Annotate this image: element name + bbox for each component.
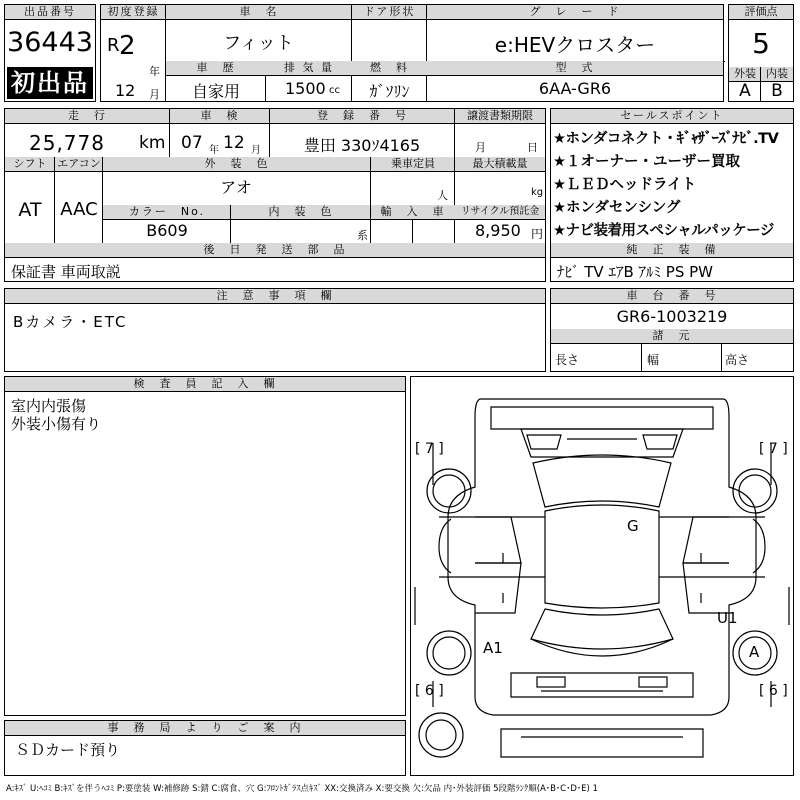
score-header: 評価点: [729, 5, 793, 20]
transfer-day-unit: 日: [527, 141, 538, 154]
shift: AT: [18, 199, 42, 221]
lot-number-box: [4, 4, 96, 102]
int-color-header: 内 装 色: [231, 205, 371, 220]
displacement: 1500: [285, 79, 326, 98]
door-header: ドア形状: [352, 5, 427, 20]
car-name: フィット: [223, 33, 294, 54]
dims-header: 諸 元: [551, 329, 793, 344]
registration-box: [4, 108, 546, 282]
inspector-box: [4, 376, 406, 716]
model-header: 型 式: [427, 61, 723, 76]
later-parts: 保証書 車両取説: [11, 263, 121, 281]
era: R: [107, 35, 120, 56]
fuel: ｶﾞｿﾘﾝ: [369, 82, 410, 101]
grade: e:HEVクロスター: [494, 33, 656, 57]
history: 自家用: [191, 82, 240, 101]
first-reg-year: 2: [119, 31, 136, 61]
notes-box: [4, 288, 546, 372]
sales-point-5: ★ナビ装着用スペシャルパッケージ: [553, 223, 774, 239]
sales-point-2: ★１オーナー・ユーザー買取: [553, 154, 740, 170]
later-parts-header: 後 日 発 送 部 品: [5, 243, 545, 258]
width-label: 幅: [647, 353, 660, 367]
chassis-header: 車 台 番 号: [551, 289, 793, 304]
office-header: 事 務 局 よ り ご 案 内: [5, 721, 405, 736]
first-reg-month: 12: [115, 81, 136, 100]
year-unit: 年: [149, 65, 160, 78]
recycle-amount: 8,950: [475, 221, 521, 240]
damage-mark-right: U1: [717, 609, 738, 627]
office-note: ＳＤカード預り: [15, 741, 121, 759]
sales-point-1: ★ホンダコネクト・ｷﾞｬｻﾞｰｽﾞﾅﾋﾞ.TV: [553, 131, 779, 147]
interior-header: 内装: [761, 67, 793, 82]
transfer-month-unit: 月: [475, 141, 486, 154]
shift-header: シフト: [5, 157, 55, 172]
load-unit: kg: [531, 187, 544, 198]
inspector-note-1: 室内内張傷: [11, 397, 87, 415]
exterior-header: 外装: [729, 67, 761, 82]
damage-mark-roof: G: [627, 517, 639, 535]
max-load-header: 最大積載量: [455, 157, 545, 172]
capacity-unit: 人: [437, 189, 448, 202]
legend: A:ｷｽﾞ U:ﾍｺﾐ B:ｷｽﾞを伴うﾍｺﾐ P:要塗装 W:補修跡 S:錆 C:腐食、穴 G:ﾌﾛﾝﾄｶﾞﾗｽ点ｷｽﾞ XX:交換済み X:要交換 欠:欠品 内･外装評価 5段階ﾗﾝｸ順(A･B･C･D･E) 1: [6, 784, 598, 794]
first-reg-header: 初度登録: [101, 5, 166, 20]
lot-number: 36443: [7, 27, 93, 58]
chassis-box: [550, 288, 794, 372]
tire-left-rear: [ 6 ]: [415, 683, 444, 699]
recycle-header: リサイクル預託金: [455, 205, 545, 220]
damage-mark-rear-wheel: A: [749, 643, 760, 661]
notes-text: Bカメラ・ETC: [13, 313, 128, 331]
color-no: B609: [146, 221, 188, 240]
score: 5: [752, 27, 770, 60]
int-color-unit: 系: [357, 229, 368, 242]
aircon: AAC: [60, 199, 98, 220]
chassis-number: GR6-1003219: [616, 307, 728, 326]
length-label: 長さ: [555, 353, 580, 367]
damage-mark-left: A1: [483, 639, 503, 657]
ext-color: アオ: [220, 178, 252, 197]
inspection-header: 車 検: [170, 109, 270, 124]
plate-header: 登 録 番 号: [270, 109, 455, 124]
sales-point-3: ★ＬＥＤヘッドライト: [553, 177, 697, 193]
genuine-equipment: ﾅﾋﾞ TV ｴｱB ｱﾙﾐ PS PW: [557, 263, 713, 281]
tire-left-front: [ 7 ]: [415, 441, 444, 457]
aircon-header: エアコン: [55, 157, 103, 172]
car-diagram: [411, 377, 793, 775]
inspection-month-unit: 月: [251, 145, 261, 156]
mileage-unit: km: [139, 133, 166, 153]
month-unit: 月: [149, 88, 160, 101]
lot-number-header: 出品番号: [5, 5, 95, 20]
inspection-year-unit: 年: [209, 145, 219, 156]
displacement-header: 排 気 量: [266, 61, 352, 76]
tire-right-front: [ 7 ]: [759, 441, 788, 457]
inspection-year: 07: [181, 133, 203, 153]
color-no-header: カラー No.: [103, 205, 231, 220]
model: 6AA-GR6: [538, 79, 612, 98]
office-box: [4, 720, 406, 776]
plate-number: 豊田 330ｿ4165: [303, 136, 421, 155]
displacement-unit: cc: [329, 85, 340, 96]
height-label: 高さ: [725, 353, 750, 367]
import-header: 輸 入 車: [371, 205, 455, 220]
vehicle-info-box: [100, 4, 724, 102]
car-name-header: 車 名: [166, 5, 352, 20]
sales-point-4: ★ホンダセンシング: [553, 200, 681, 216]
recycle-unit: 円: [531, 227, 544, 241]
sales-points-box: [550, 108, 794, 282]
mileage: 25,778: [29, 131, 105, 155]
inspector-note-2: 外装小傷有り: [11, 415, 102, 433]
mileage-header: 走 行: [5, 109, 170, 124]
interior-grade: B: [771, 81, 783, 101]
transfer-header: 譲渡書類期限: [455, 109, 545, 124]
score-box: [728, 4, 794, 102]
inspector-header: 検 査 員 記 入 欄: [5, 377, 405, 392]
capacity-header: 乗車定員: [371, 157, 455, 172]
fuel-header: 燃 料: [352, 61, 427, 76]
ext-color-header: 外 装 色: [103, 157, 371, 172]
first-listing-badge: 初出品: [7, 67, 93, 99]
genuine-equipment-header: 純 正 装 備: [551, 243, 793, 258]
inspection-month: 12: [223, 133, 245, 153]
sales-points-header: セールスポイント: [551, 109, 793, 124]
tire-right-rear: [ 6 ]: [759, 683, 788, 699]
car-diagram-box: [410, 376, 794, 776]
notes-header: 注 意 事 項 欄: [5, 289, 545, 304]
grade-header: グ レ ー ド: [427, 5, 723, 20]
exterior-grade: A: [739, 81, 751, 101]
history-header: 車 歴: [166, 61, 266, 76]
